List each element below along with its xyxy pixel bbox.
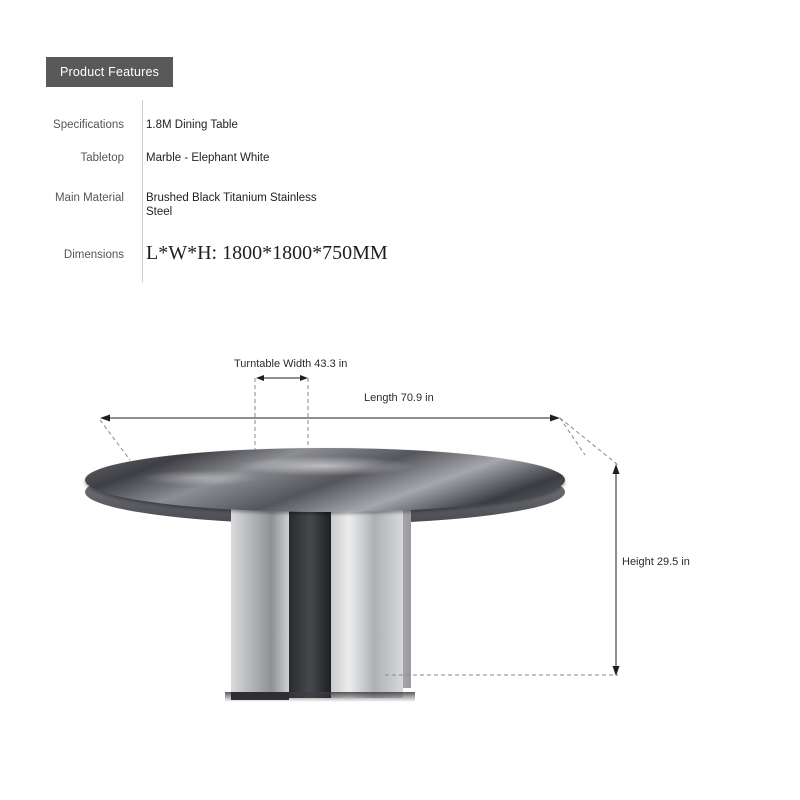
dimension-diagram	[0, 330, 800, 750]
spec-label: Tabletop	[80, 152, 124, 164]
turntable-width-label: Turntable Width 43.3 in	[234, 358, 348, 370]
dimensions-value: L*W*H: 1800*1800*750MM	[146, 242, 388, 264]
spec-label: Specifications	[53, 119, 124, 131]
dimensions-row	[40, 242, 388, 264]
product-features-badge: Product Features	[46, 57, 173, 87]
height-label: Height 29.5 in	[622, 556, 690, 568]
spec-value: Brushed Black Titanium Stainless Steel	[146, 192, 317, 218]
length-label: Length 70.9 in	[364, 392, 434, 404]
spec-value: 1.8M Dining Table	[146, 119, 238, 131]
spec-row	[40, 151, 269, 165]
spec-value: Marble - Elephant White	[146, 152, 270, 164]
spec-row	[40, 191, 326, 219]
dimensions-label: Dimensions	[63, 249, 124, 261]
spec-label: Main Material	[54, 192, 124, 204]
spec-row	[40, 118, 238, 132]
